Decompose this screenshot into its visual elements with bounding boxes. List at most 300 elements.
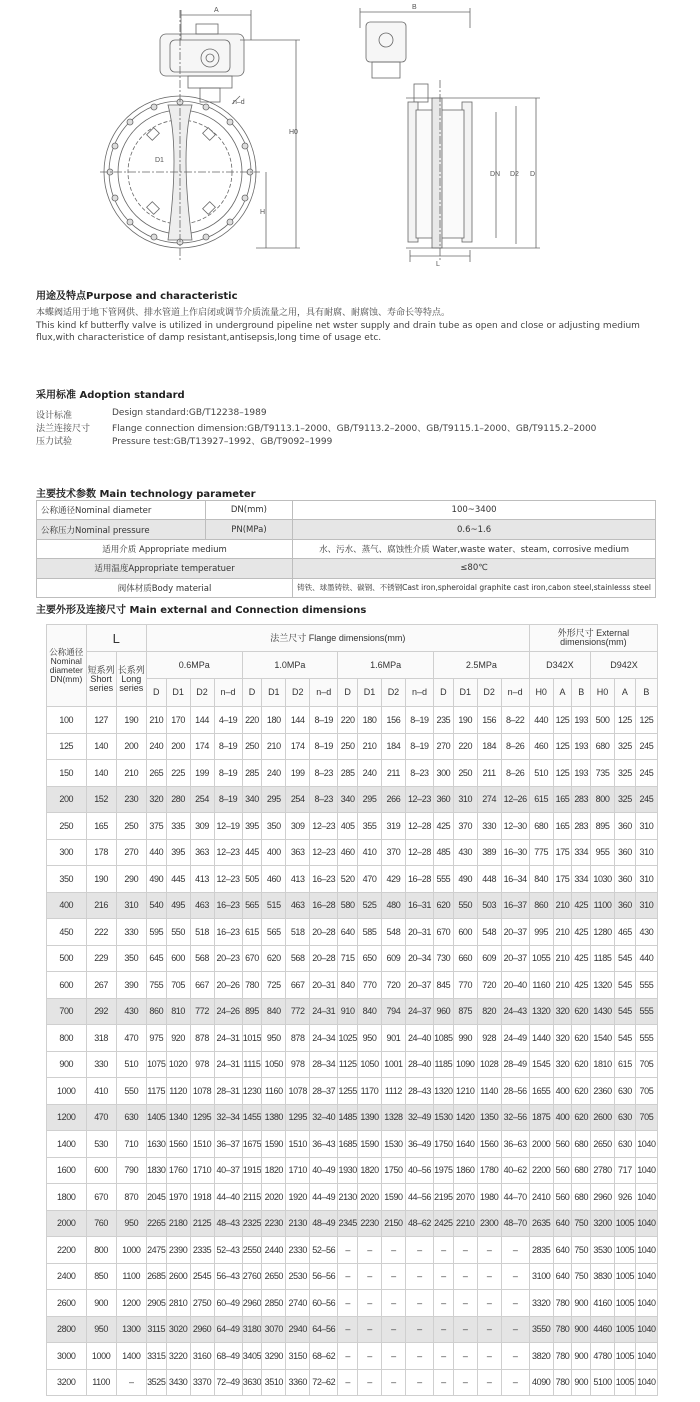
table-cell: 199	[190, 760, 214, 787]
header-col: D2	[190, 679, 214, 707]
table-cell: 1980	[477, 1184, 501, 1211]
table-cell: 680	[591, 733, 615, 760]
table-cell: 240	[262, 760, 286, 787]
table-cell: 125	[553, 733, 572, 760]
table-cell: 2150	[381, 1210, 405, 1237]
table-cell: 780	[242, 972, 262, 999]
param-unit: PN(MPa)	[205, 520, 292, 539]
table-cell: 140	[86, 760, 116, 787]
table-cell: 2650	[591, 1131, 615, 1158]
label-d: D	[530, 171, 536, 178]
table-cell: 1915	[242, 1157, 262, 1184]
table-cell: 193	[572, 760, 591, 787]
table-cell: –	[453, 1290, 477, 1317]
table-cell: 485	[434, 839, 454, 866]
adoption-key: 法兰连接尺寸	[36, 424, 91, 434]
label-dn: DN	[490, 171, 501, 178]
table-cell: 211	[381, 760, 405, 787]
table-cell: 8–22	[501, 707, 529, 734]
table-cell: 1100	[591, 892, 615, 919]
table-cell: 12–23	[214, 866, 242, 893]
table-cell: 1085	[434, 1025, 454, 1052]
table-cell: 1170	[358, 1078, 382, 1105]
table-cell: 650	[358, 945, 382, 972]
table-cell: 2195	[434, 1184, 454, 1211]
table-cell: 254	[286, 786, 310, 813]
table-cell: 2600	[47, 1290, 87, 1317]
table-cell: 355	[358, 813, 382, 840]
table-cell: 1350	[477, 1104, 501, 1131]
table-cell: 3510	[262, 1369, 286, 1396]
table-cell: 2960	[190, 1316, 214, 1343]
table-cell: 20–31	[310, 972, 338, 999]
table-cell: 68–62	[310, 1343, 338, 1370]
table-cell: 320	[553, 998, 572, 1025]
table-cell: 174	[286, 733, 310, 760]
header-col: B	[635, 679, 657, 707]
adoption-title: 采用标准 Adoption standard	[36, 390, 185, 401]
table-cell: 1820	[262, 1157, 286, 1184]
table-cell: 3290	[262, 1343, 286, 1370]
table-cell: 1340	[166, 1104, 190, 1131]
table-cell: 901	[381, 1025, 405, 1052]
table-cell: 1590	[358, 1131, 382, 1158]
table-cell: 425	[572, 972, 591, 999]
table-cell: 1560	[166, 1131, 190, 1158]
table-cell: 2835	[529, 1237, 553, 1264]
table-cell: 540	[146, 892, 166, 919]
table-cell: 978	[190, 1051, 214, 1078]
header-pressure: 2.5MPa	[434, 652, 530, 679]
table-cell: 20–28	[310, 919, 338, 946]
table-cell: –	[338, 1290, 358, 1317]
table-cell: 565	[262, 919, 286, 946]
param-name: 适用介质 Appropriate medium	[37, 539, 293, 558]
label-d1: D1	[155, 157, 164, 164]
table-cell: 250	[338, 733, 358, 760]
table-cell: 310	[635, 813, 657, 840]
table-cell: 8–19	[214, 786, 242, 813]
table-cell: 1655	[529, 1078, 553, 1105]
table-cell: 878	[190, 1025, 214, 1052]
table-cell: 1530	[434, 1104, 454, 1131]
table-cell: 520	[338, 866, 358, 893]
header-col: D	[146, 679, 166, 707]
table-row	[47, 1184, 658, 1211]
header-col: D	[434, 679, 454, 707]
table-cell: 210	[358, 733, 382, 760]
table-cell: 16–28	[405, 866, 433, 893]
table-cell: 2345	[338, 1210, 358, 1237]
table-cell: 283	[572, 786, 591, 813]
table-cell: 165	[86, 813, 116, 840]
table-cell: 720	[477, 972, 501, 999]
table-cell: 1025	[338, 1025, 358, 1052]
table-cell: 28–43	[405, 1078, 433, 1105]
table-cell: 350	[262, 813, 286, 840]
param-name: 公称压力Nominal pressure	[37, 520, 206, 539]
table-cell: 1320	[529, 998, 553, 1025]
table-cell: 1000	[47, 1078, 87, 1105]
table-cell: 28–49	[501, 1051, 529, 1078]
table-cell: 1140	[477, 1078, 501, 1105]
table-cell: 318	[86, 1025, 116, 1052]
table-cell: 235	[434, 707, 454, 734]
table-cell: 12–30	[501, 813, 529, 840]
table-cell: 1685	[338, 1131, 358, 1158]
table-cell: 1090	[453, 1051, 477, 1078]
param-name: 适用温度Appropriate temperatuer	[37, 559, 293, 578]
table-cell: 770	[358, 972, 382, 999]
table-cell: 16–37	[501, 892, 529, 919]
table-cell: 2300	[477, 1210, 501, 1237]
header-col: B	[572, 679, 591, 707]
table-cell: 3370	[190, 1369, 214, 1396]
table-cell: 285	[242, 760, 262, 787]
table-cell: 720	[381, 972, 405, 999]
header-long: 长系列 Long series	[116, 652, 146, 707]
table-cell: 210	[553, 945, 572, 972]
table-cell: 240	[146, 733, 166, 760]
table-cell: 545	[615, 972, 636, 999]
table-cell: 900	[572, 1369, 591, 1396]
header-col: H0	[529, 679, 553, 707]
table-cell: 1005	[615, 1210, 636, 1237]
table-cell: 200	[116, 733, 146, 760]
table-cell: 210	[553, 972, 572, 999]
table-cell: –	[358, 1316, 382, 1343]
table-cell: –	[501, 1263, 529, 1290]
table-cell: 48–62	[405, 1210, 433, 1237]
table-cell: 300	[434, 760, 454, 787]
table-cell: 220	[453, 733, 477, 760]
table-cell: 8–19	[405, 707, 433, 734]
table-cell: 395	[242, 813, 262, 840]
table-cell: 2600	[166, 1263, 190, 1290]
table-cell: 1040	[635, 1210, 657, 1237]
table-cell: –	[381, 1263, 405, 1290]
table-cell: 600	[47, 972, 87, 999]
table-cell: 1405	[146, 1104, 166, 1131]
table-row	[47, 1104, 658, 1131]
table-cell: 1040	[635, 1343, 657, 1370]
table-cell: –	[381, 1343, 405, 1370]
table-cell: 2200	[47, 1237, 87, 1264]
table-cell: 20–37	[405, 972, 433, 999]
table-cell: 640	[553, 1210, 572, 1237]
table-cell: 1560	[477, 1131, 501, 1158]
table-cell: 2360	[591, 1078, 615, 1105]
table-cell: 2850	[262, 1290, 286, 1317]
table-cell: 28–31	[214, 1078, 242, 1105]
table-cell: 620	[262, 945, 286, 972]
table-cell: 2960	[242, 1290, 262, 1317]
table-cell: 2940	[286, 1316, 310, 1343]
table-cell: 555	[635, 1025, 657, 1052]
table-cell: –	[405, 1316, 433, 1343]
table-cell: 1820	[358, 1157, 382, 1184]
table-cell: 125	[47, 733, 87, 760]
table-cell: 620	[572, 1051, 591, 1078]
table-cell: 180	[262, 707, 286, 734]
table-cell: 780	[553, 1316, 572, 1343]
table-cell: 44–70	[501, 1184, 529, 1211]
header-col: n–d	[310, 679, 338, 707]
table-cell: 2335	[190, 1237, 214, 1264]
table-cell: 2635	[529, 1210, 553, 1237]
table-cell: 24–26	[214, 998, 242, 1025]
table-cell: 600	[166, 945, 190, 972]
table-cell: 1005	[615, 1343, 636, 1370]
table-cell: 2550	[242, 1237, 262, 1264]
table-cell: 620	[572, 998, 591, 1025]
table-cell: 36–63	[501, 1131, 529, 1158]
table-cell: 156	[381, 707, 405, 734]
table-cell: 500	[47, 945, 87, 972]
table-cell: 900	[47, 1051, 87, 1078]
table-cell: 430	[453, 839, 477, 866]
table-cell: 330	[116, 919, 146, 946]
table-cell: 12–26	[501, 786, 529, 813]
table-cell: 400	[47, 892, 87, 919]
label-b: B	[412, 4, 417, 11]
header-col: D	[242, 679, 262, 707]
table-cell: 755	[146, 972, 166, 999]
table-cell: 440	[146, 839, 166, 866]
table-cell: 515	[262, 892, 286, 919]
table-cell: 680	[572, 1184, 591, 1211]
table-cell: 717	[615, 1157, 636, 1184]
table-cell: 125	[553, 760, 572, 787]
table-cell: 360	[615, 813, 636, 840]
table-cell: 3100	[529, 1263, 553, 1290]
table-cell: 3160	[190, 1343, 214, 1370]
table-cell: 36–49	[405, 1131, 433, 1158]
table-cell: –	[434, 1343, 454, 1370]
table-cell: 20–31	[405, 919, 433, 946]
table-cell: 1125	[338, 1051, 358, 1078]
table-cell: 878	[286, 1025, 310, 1052]
table-cell: 548	[477, 919, 501, 946]
table-cell: 285	[338, 760, 358, 787]
table-cell: 240	[358, 760, 382, 787]
table-cell: 1530	[381, 1131, 405, 1158]
table-cell: 429	[381, 866, 405, 893]
header-col: H0	[591, 679, 615, 707]
table-cell: 175	[553, 866, 572, 893]
adoption-key: 设计标准	[36, 411, 73, 421]
table-cell: 1400	[116, 1343, 146, 1370]
table-cell: 1320	[591, 972, 615, 999]
table-cell: 1390	[358, 1104, 382, 1131]
table-cell: 1185	[434, 1051, 454, 1078]
table-cell: 24–34	[310, 1025, 338, 1052]
table-cell: 1040	[635, 1290, 657, 1317]
table-cell: 360	[615, 892, 636, 919]
table-cell: 28–40	[405, 1051, 433, 1078]
table-cell: 1100	[86, 1369, 116, 1396]
table-cell: 150	[47, 760, 87, 787]
table-cell: 620	[572, 1104, 591, 1131]
table-cell: 413	[286, 866, 310, 893]
table-cell: 800	[591, 786, 615, 813]
adoption-row	[36, 421, 676, 433]
table-cell: –	[338, 1263, 358, 1290]
table-cell: 470	[358, 866, 382, 893]
table-cell: 3180	[242, 1316, 262, 1343]
table-cell: 1185	[591, 945, 615, 972]
table-cell: 16–28	[310, 892, 338, 919]
table-cell: 310	[635, 866, 657, 893]
table-cell: –	[358, 1343, 382, 1370]
table-cell: 8–23	[405, 760, 433, 787]
table-cell: 64–49	[214, 1316, 242, 1343]
label-h0: H0	[289, 129, 298, 136]
table-cell: –	[453, 1369, 477, 1396]
table-cell: 640	[338, 919, 358, 946]
table-cell: 735	[591, 760, 615, 787]
table-cell: –	[358, 1369, 382, 1396]
table-cell: 1455	[242, 1104, 262, 1131]
table-cell: 360	[434, 786, 454, 813]
table-cell: 1200	[47, 1104, 87, 1131]
header-col: D	[338, 679, 358, 707]
table-cell: 1255	[338, 1078, 358, 1105]
table-cell: 1015	[242, 1025, 262, 1052]
table-cell: 400	[553, 1104, 572, 1131]
header-col: D1	[262, 679, 286, 707]
table-row	[47, 1290, 658, 1317]
table-row	[47, 945, 658, 972]
table-cell: 1860	[453, 1157, 477, 1184]
table-cell: –	[477, 1237, 501, 1264]
table-cell: 32–49	[405, 1104, 433, 1131]
table-cell: 2960	[591, 1184, 615, 1211]
table-cell: –	[405, 1343, 433, 1370]
table-cell: 320	[553, 1025, 572, 1052]
table-cell: 1050	[262, 1051, 286, 1078]
adoption-value: Design standard:GB/T12238–1989	[112, 408, 267, 418]
table-row	[47, 919, 658, 946]
table-cell: 615	[529, 786, 553, 813]
table-cell: 193	[572, 707, 591, 734]
table-cell: 2130	[286, 1210, 310, 1237]
table-cell: 20–37	[501, 945, 529, 972]
table-cell: 978	[286, 1051, 310, 1078]
table-cell: 100	[47, 707, 87, 734]
table-cell: 2740	[286, 1290, 310, 1317]
table-cell: 2760	[242, 1263, 262, 1290]
table-cell: 3000	[47, 1343, 87, 1370]
table-cell: 1160	[529, 972, 553, 999]
table-cell: 165	[553, 813, 572, 840]
table-cell: –	[434, 1290, 454, 1317]
table-cell: 1300	[116, 1316, 146, 1343]
table-cell: 199	[286, 760, 310, 787]
table-cell: 1675	[242, 1131, 262, 1158]
table-cell: 3525	[146, 1369, 166, 1396]
table-cell: 230	[116, 786, 146, 813]
header-col: D1	[166, 679, 190, 707]
table-cell: 2045	[146, 1184, 166, 1211]
table-row	[47, 839, 658, 866]
table-cell: 32–34	[214, 1104, 242, 1131]
table-cell: –	[477, 1263, 501, 1290]
table-cell: 1295	[190, 1104, 214, 1131]
table-cell: 2780	[591, 1157, 615, 1184]
table-cell: 705	[166, 972, 190, 999]
table-cell: 1920	[286, 1184, 310, 1211]
table-cell: 490	[453, 866, 477, 893]
table-cell: 1918	[190, 1184, 214, 1211]
table-cell: –	[501, 1316, 529, 1343]
table-cell: 3360	[286, 1369, 310, 1396]
header-row	[47, 652, 658, 679]
table-cell: 4780	[591, 1343, 615, 1370]
param-unit: DN(mm)	[205, 501, 292, 520]
table-cell: 1075	[146, 1051, 166, 1078]
table-cell: 12–23	[310, 813, 338, 840]
table-cell: 870	[116, 1184, 146, 1211]
table-cell: 2685	[146, 1263, 166, 1290]
table-cell: 725	[262, 972, 286, 999]
table-cell: 48–49	[310, 1210, 338, 1237]
table-cell: 220	[242, 707, 262, 734]
table-cell: 2000	[47, 1210, 87, 1237]
table-cell: 295	[262, 786, 286, 813]
table-cell: 325	[615, 786, 636, 813]
table-cell: 24–31	[214, 1051, 242, 1078]
table-cell: 125	[635, 707, 657, 734]
table-cell: 2600	[591, 1104, 615, 1131]
table-row	[47, 1263, 658, 1290]
table-cell: 470	[86, 1104, 116, 1131]
table-cell: 200	[47, 786, 87, 813]
table-cell: 1510	[190, 1131, 214, 1158]
table-cell: 36–37	[214, 1131, 242, 1158]
params-row	[37, 578, 656, 597]
table-cell: 20–28	[310, 945, 338, 972]
table-cell: 620	[572, 1025, 591, 1052]
table-cell: 505	[242, 866, 262, 893]
adoption-key: 压力试验	[36, 437, 73, 447]
table-cell: 3830	[591, 1263, 615, 1290]
table-cell: 800	[86, 1237, 116, 1264]
table-cell: 545	[615, 1025, 636, 1052]
table-cell: 2115	[242, 1184, 262, 1211]
table-cell: 280	[166, 786, 190, 813]
table-cell: 8–19	[214, 760, 242, 787]
table-cell: 820	[477, 998, 501, 1025]
table-cell: 175	[553, 839, 572, 866]
table-cell: 2020	[262, 1184, 286, 1211]
table-cell: 12–28	[405, 839, 433, 866]
table-cell: 20–40	[501, 972, 529, 999]
table-cell: 960	[434, 998, 454, 1025]
table-row	[47, 1343, 658, 1370]
header-col: n–d	[501, 679, 529, 707]
table-cell: 40–62	[501, 1157, 529, 1184]
table-cell: 2230	[358, 1210, 382, 1237]
table-cell: 16–34	[501, 866, 529, 893]
table-cell: 309	[286, 813, 310, 840]
table-cell: 170	[166, 707, 190, 734]
table-cell: 445	[166, 866, 190, 893]
table-cell: 1760	[166, 1157, 190, 1184]
table-cell: 1005	[615, 1369, 636, 1396]
table-cell: 780	[553, 1343, 572, 1370]
table-cell: 715	[338, 945, 358, 972]
